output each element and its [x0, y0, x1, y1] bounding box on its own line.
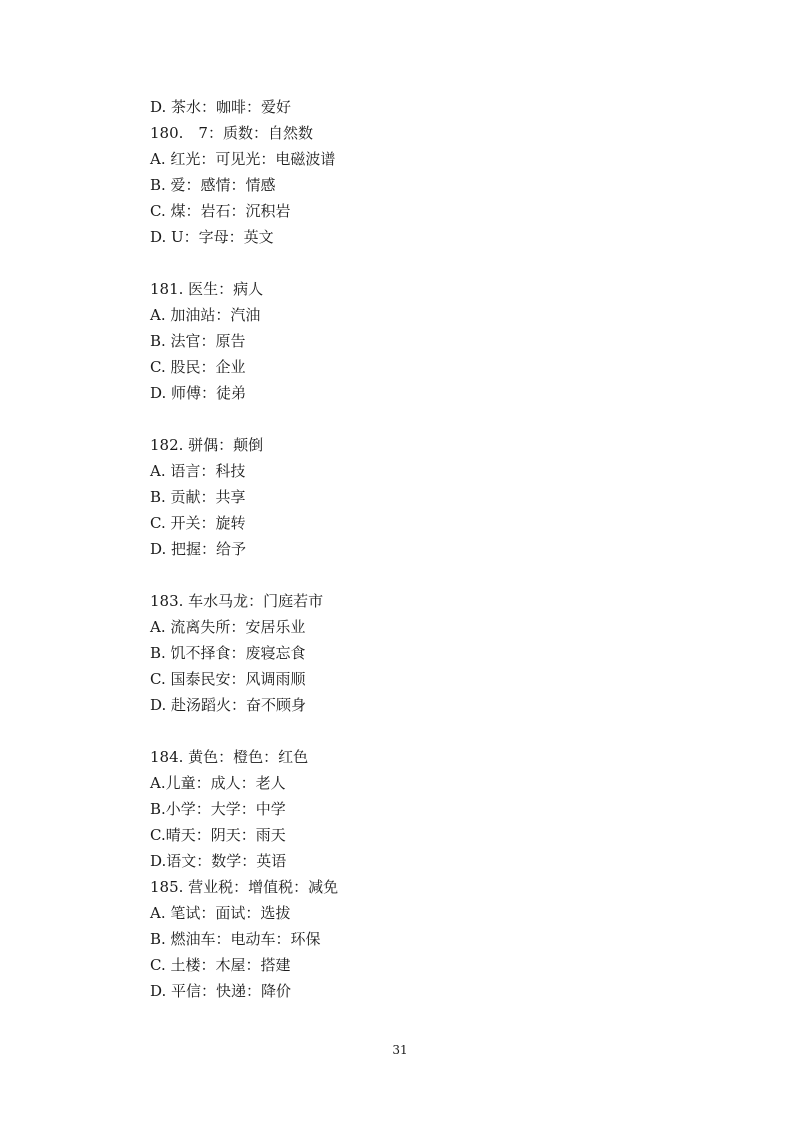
option-b-182: B. 贡献：共享	[150, 488, 246, 506]
option-b-184: B.小学：大学：中学	[150, 800, 286, 818]
option-a-180: A. 红光：可见光：电磁波谱	[150, 150, 336, 168]
option-b-183: B. 饥不择食：废寝忘食	[150, 644, 306, 662]
option-c-181: C. 股民：企业	[150, 358, 246, 376]
option-d-180: D. U：字母：英文	[150, 228, 274, 246]
option-c-183: C. 国泰民安：风调雨顺	[150, 670, 306, 688]
option-b-181: B. 法官：原告	[150, 332, 246, 350]
option-b-185: B. 燃油车：电动车：环保	[150, 930, 321, 948]
option-d-179: D. 茶水：咖啡：爱好	[150, 98, 292, 116]
option-d-184: D.语文：数学：英语	[150, 852, 287, 870]
option-c-182: C. 开关：旋转	[150, 514, 246, 532]
option-a-184: A.儿童：成人：老人	[150, 774, 286, 792]
page-number: 31	[392, 1043, 408, 1057]
option-c-184: C.晴天：阴天：雨天	[150, 826, 286, 844]
option-a-182: A. 语言：科技	[150, 462, 246, 480]
question-183: 183. 车水马龙：门庭若市	[150, 592, 324, 610]
option-a-185: A. 笔试：面试：选拔	[150, 904, 291, 922]
question-182: 182. 骈偶：颠倒	[150, 436, 264, 454]
option-c-185: C. 土楼：木屋：搭建	[150, 956, 291, 974]
option-c-180: C. 煤：岩石：沉积岩	[150, 202, 291, 220]
option-a-181: A. 加油站：汽油	[150, 306, 261, 324]
question-181: 181. 医生：病人	[150, 280, 264, 298]
question-185: 185. 营业税：增值税：减免	[150, 878, 339, 896]
option-a-183: A. 流离失所：安居乐业	[150, 618, 306, 636]
option-d-182: D. 把握：给予	[150, 540, 247, 558]
option-b-180: B. 爱：感情：情感	[150, 176, 276, 194]
option-d-185: D. 平信：快递：降价	[150, 982, 292, 1000]
option-d-183: D. 赴汤蹈火：奋不顾身	[150, 696, 307, 714]
option-d-181: D. 师傅：徒弟	[150, 384, 247, 402]
question-184: 184. 黄色：橙色：红色	[150, 748, 309, 766]
question-180: 180. 7：质数：自然数	[150, 124, 313, 142]
